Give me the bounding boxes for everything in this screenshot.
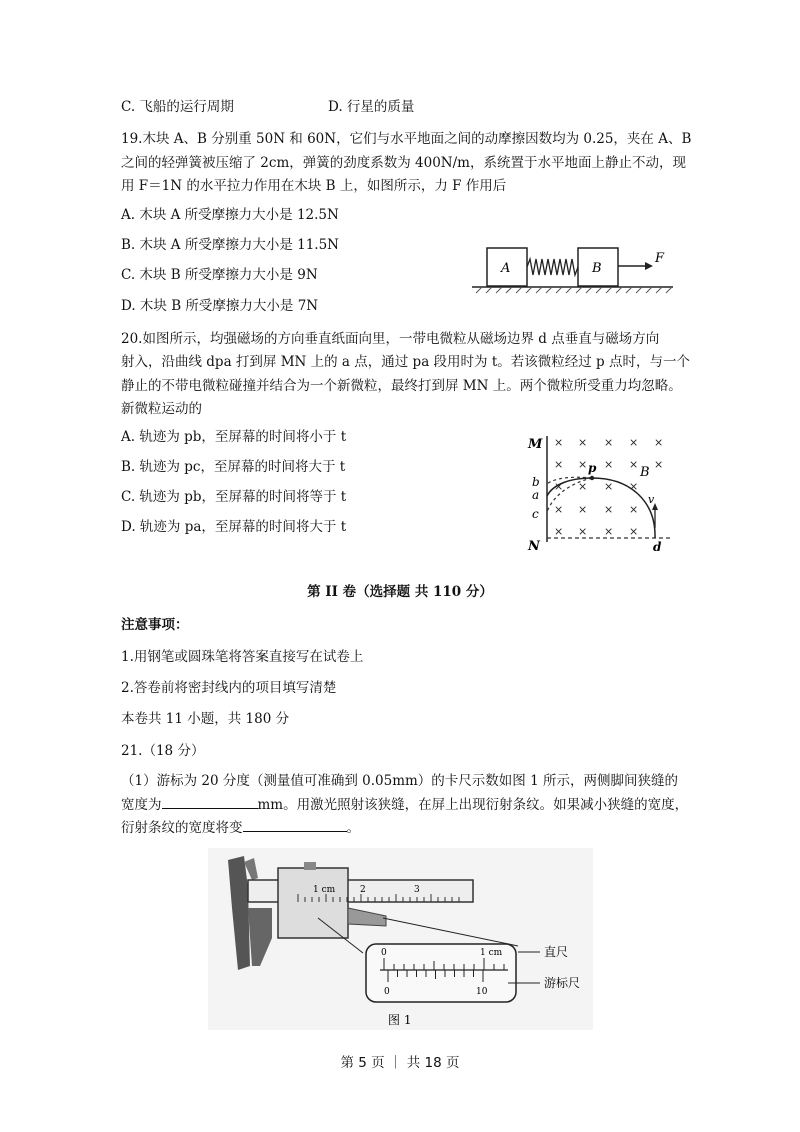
force-label: F <box>655 251 665 266</box>
field-crosses <box>554 436 663 538</box>
tick-label-1cm: 1 cm <box>313 885 336 895</box>
q20-stem-line4: 新微粒运动的 <box>121 401 202 417</box>
svg-text:×: × <box>629 503 639 516</box>
main-scale-label: 直尺 <box>544 945 569 959</box>
label-v: v <box>648 493 655 506</box>
q21-line2-suffix: mm。用激光照射该狭缝，在屏上出现衍射条纹。如果减小狭缝的宽度， <box>257 797 689 813</box>
part2-summary: 本卷共 11 小题，共 180 分 <box>121 711 290 727</box>
fringe-width-answer-blank[interactable] <box>243 818 347 832</box>
q20-option-a: A. 轨迹为 pb，至屏幕的时间将小于 t <box>121 429 347 445</box>
label-m: M <box>528 437 543 452</box>
ground-hatching <box>476 287 672 293</box>
magnetic-field-figure <box>522 428 677 554</box>
svg-text:×: × <box>578 525 588 538</box>
q19-stem-line1: 19.木块 A、B 分别重 50N 和 60N，它们与水平地面之间的动摩擦因数均为 0.25，夹在 A、B <box>121 131 692 147</box>
q20-stem-line1: 20.如图所示，均强磁场的方向垂直纸面向里，一带电微粒从磁场边界 d 点垂直与磁场方向 <box>121 331 660 347</box>
svg-text:×: × <box>578 458 588 471</box>
label-n: N <box>528 539 540 554</box>
inset-label-0: 0 <box>381 948 387 958</box>
label-a: a <box>532 488 540 502</box>
q20-stem-line3: 静止的不带电微粒碰撞并结合为一个新微粒，最终打到屏 MN 上。两个微粒所受重力均忽略。 <box>121 378 682 394</box>
vernier-label: 游标尺 <box>544 976 581 990</box>
q21-line3-suffix: 。 <box>346 820 360 836</box>
vernier-caliper-figure <box>208 848 593 1030</box>
q20-option-b: B. 轨迹为 pc，至屏幕的时间将大于 t <box>121 459 346 475</box>
spring <box>527 259 578 275</box>
locking-screw <box>304 862 316 870</box>
inset-vernier-0: 0 <box>384 987 390 997</box>
q20-option-c: C. 轨迹为 pb，至屏幕的时间将等于 t <box>121 489 347 505</box>
svg-text:×: × <box>604 503 614 516</box>
part2-title: 第 II 卷（选择题 共 110 分） <box>307 584 493 600</box>
svg-text:×: × <box>604 458 614 471</box>
point-p <box>590 476 594 480</box>
label-p: p <box>588 461 597 475</box>
block-a-label: A <box>501 261 511 276</box>
q21-line2-prefix: 宽度为 <box>121 797 162 813</box>
label-field-b: B <box>640 465 650 480</box>
inset-label-1cm: 1 cm <box>480 948 503 958</box>
svg-text:×: × <box>629 525 639 538</box>
svg-text:×: × <box>604 525 614 538</box>
svg-text:×: × <box>578 503 588 516</box>
notice-item-1: 1.用钢笔或圆珠笔将答案直接写在试卷上 <box>121 649 364 665</box>
svg-text:×: × <box>554 503 564 516</box>
svg-text:×: × <box>654 436 664 449</box>
svg-text:×: × <box>554 436 564 449</box>
q19-stem-line3: 用 F＝1N 的水平拉力作用在木块 B 上，如图所示，力 F 作用后 <box>121 178 507 194</box>
q20-option-d: D. 轨迹为 pa，至屏幕的时间将大于 t <box>121 519 347 535</box>
notice-heading: 注意事项： <box>121 617 189 633</box>
q18-option-d: D. 行星的质量 <box>328 99 415 115</box>
tick-label-3: 3 <box>414 885 420 895</box>
slit-width-answer-blank[interactable] <box>162 795 258 809</box>
svg-text:×: × <box>654 458 664 471</box>
q21-line3 <box>121 818 360 837</box>
page-footer: 第 5 页 ｜ 共 18 页 <box>340 1055 460 1071</box>
svg-text:×: × <box>554 480 564 493</box>
svg-text:×: × <box>554 458 564 471</box>
svg-text:×: × <box>554 525 564 538</box>
notice-item-2: 2.答卷前将密封线内的项目填写清楚 <box>121 680 337 696</box>
q21-header: 21.（18 分） <box>121 743 205 759</box>
block-b-label: B <box>592 261 602 276</box>
q21-line1: （1）游标为 20 分度（测量值可准确到 0.05mm）的卡尺示数如图 1 所示，两侧脚间狭缝的 <box>121 773 678 789</box>
svg-text:×: × <box>604 480 614 493</box>
inset-vernier-10: 10 <box>476 987 488 997</box>
svg-text:×: × <box>629 436 639 449</box>
q21-line2 <box>121 795 688 814</box>
q19-option-a: A. 木块 A 所受摩擦力大小是 12.5N <box>121 207 339 223</box>
figure-caption: 图 1 <box>388 1013 412 1027</box>
svg-text:×: × <box>629 480 639 493</box>
vernier-slider <box>278 868 348 938</box>
q19-option-b: B. 木块 A 所受摩擦力大小是 11.5N <box>121 237 339 253</box>
tick-label-2: 2 <box>360 885 366 895</box>
force-arrowhead <box>645 262 653 270</box>
q19-stem-line2: 之间的轻弹簧被压缩了 2cm，弹簧的劲度系数为 400N/m，系统置于水平地面上静止不动，现 <box>121 155 686 171</box>
label-c: c <box>532 507 539 521</box>
svg-text:×: × <box>629 458 639 471</box>
svg-text:×: × <box>578 480 588 493</box>
q21-line3-prefix: 衍射条纹的宽度将变 <box>121 820 243 836</box>
label-b: b <box>532 475 540 489</box>
label-d: d <box>653 540 662 554</box>
q20-stem-line2: 射入，沿曲线 dpa 打到屏 MN 上的 a 点，通过 pa 段用时为 t。若该微粒经过 p 点时，与一个 <box>121 354 690 370</box>
q18-option-c: C. 飞船的运行周期 <box>121 99 234 115</box>
q19-option-c: C. 木块 B 所受摩擦力大小是 9N <box>121 267 318 283</box>
svg-text:×: × <box>578 436 588 449</box>
svg-text:×: × <box>604 436 614 449</box>
spring-blocks-figure <box>470 240 675 298</box>
q19-option-d: D. 木块 B 所受摩擦力大小是 7N <box>121 298 319 314</box>
